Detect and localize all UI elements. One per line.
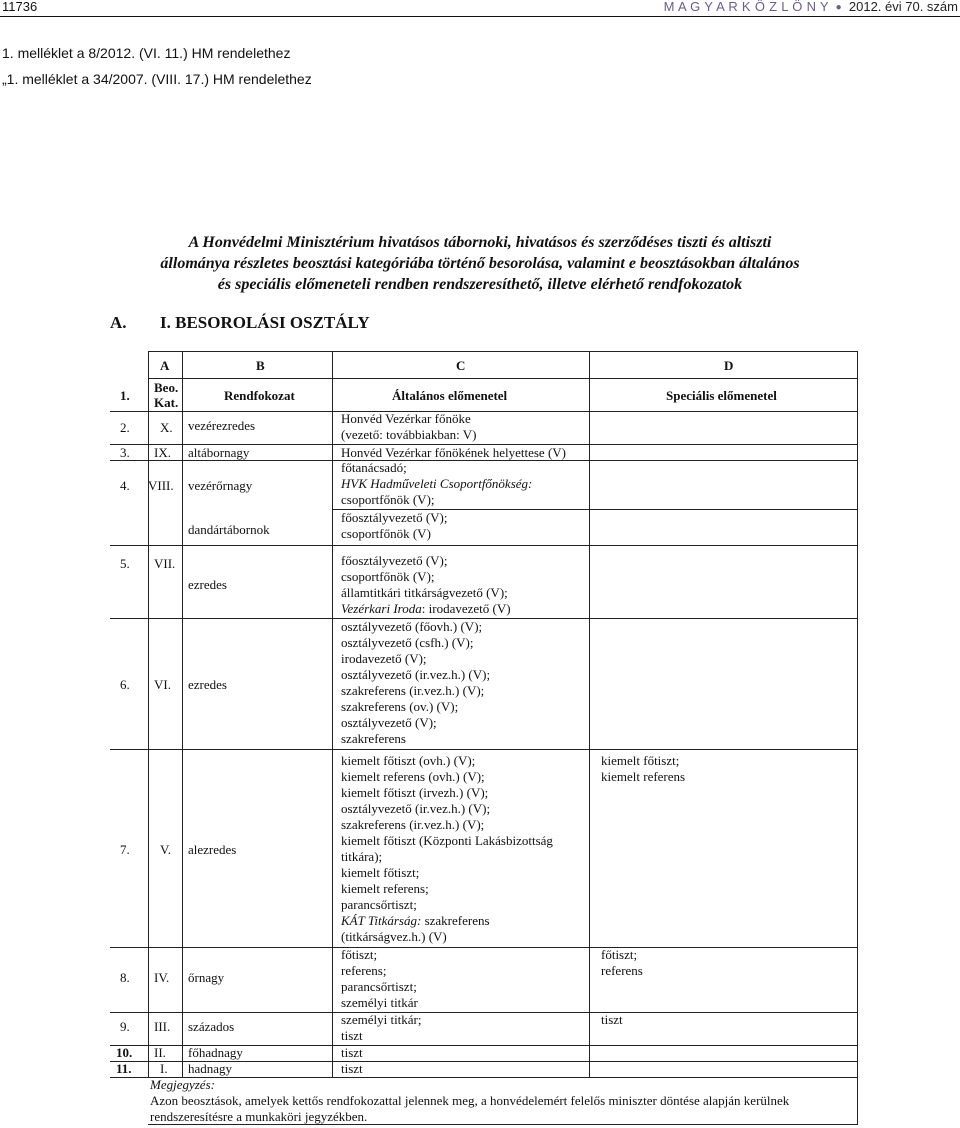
grid-line: [857, 351, 858, 1125]
document-title: [62, 232, 898, 295]
grid-line: [148, 351, 858, 352]
general-line: személyi titkár: [341, 995, 418, 1010]
general-line: (titkárságvez.h.) (V): [341, 929, 447, 944]
title-line-2: állománya részletes beosztási kategóriába történő besorolása, valamint e beosztásokban általános: [160, 255, 800, 272]
general-line: kiemelt referens (ovh.) (V);: [341, 769, 485, 784]
title-line-1: A Honvédelmi Minisztérium hivatásos tábornoki, hivatásos és szerződéses tiszti és altiszti: [188, 234, 772, 251]
general-line: tiszt: [341, 1061, 363, 1076]
row-number: 4.: [120, 478, 130, 493]
category: V.: [160, 842, 171, 857]
category: IX.: [154, 445, 171, 460]
general-line: osztályvezető (V);: [341, 715, 437, 730]
grid-line: [148, 378, 858, 379]
row-number: 1.: [120, 388, 130, 403]
general-line: osztályvezető (csfh.) (V);: [341, 635, 474, 650]
general-line: referens;: [341, 963, 387, 978]
rank: ezredes: [188, 677, 227, 692]
header-kat: Kat.: [154, 395, 179, 410]
general-line: osztályvezető (ir.vez.h.) (V);: [341, 667, 491, 682]
annex-line-1: 1. melléklet a 8/2012. (VI. 11.) HM rendelethez: [2, 45, 291, 61]
category: X.: [160, 420, 173, 435]
unit-name: Vezérkari Iroda: [341, 601, 422, 616]
rank: ezredes: [188, 577, 227, 592]
general-line: [341, 913, 490, 929]
general-line: Honvéd Vezérkar főnökének helyettese (V): [341, 445, 566, 460]
general-line: államtitkári titkárságvezető (V);: [341, 585, 508, 600]
general-line: főosztályvezető (V);: [341, 510, 448, 525]
general-line: csoportfőnök (V);: [341, 569, 435, 584]
unit-role: : irodavezető (V): [421, 601, 511, 616]
rank: alezredes: [188, 842, 237, 857]
general-line: kiemelt főtiszt (Központi Lakásbizottság: [341, 833, 553, 848]
grid-line: [110, 1012, 858, 1013]
general-line: parancsőrtiszt;: [341, 897, 417, 912]
rank: vezérőrnagy: [188, 478, 253, 493]
grid-line: [110, 545, 858, 546]
bullet-icon: ●: [835, 2, 842, 13]
grid-line: [110, 749, 858, 750]
general-line: tiszt: [341, 1028, 363, 1043]
category: III.: [154, 1019, 171, 1034]
general-line: szakreferens (ir.vez.h.) (V);: [341, 683, 485, 698]
header-special: Speciális előmenetel: [666, 388, 777, 403]
note-text: rendszeresítésre a munkaköri jegyzékben.: [150, 1109, 368, 1124]
unit-role: szakreferens: [421, 913, 490, 928]
rank: hadnagy: [188, 1061, 233, 1076]
general-line: [341, 601, 511, 617]
special-line: főtiszt;: [601, 947, 638, 962]
rank: altábornagy: [188, 445, 250, 460]
row-number: 8.: [120, 970, 130, 985]
general-line: (vezető: továbbiakban: V): [341, 427, 477, 442]
category: II.: [154, 1045, 166, 1060]
general-line: kiemelt főtiszt (ovh.) (V);: [341, 753, 476, 768]
header-beo: Beo.: [154, 380, 179, 395]
row-number: 5.: [120, 556, 130, 571]
journal-name: M A G Y A R K Ö Z L Ö N Y: [663, 0, 829, 14]
general-line: Honvéd Vezérkar főnöke: [341, 411, 471, 426]
general-line: kiemelt referens;: [341, 881, 429, 896]
special-line: tiszt: [601, 1012, 623, 1027]
rank: főhadnagy: [188, 1045, 243, 1060]
page-header: [0, 0, 960, 14]
general-line: irodavezető (V);: [341, 651, 427, 666]
note-label: Megjegyzés:: [150, 1077, 215, 1092]
header-rank: Rendfokozat: [224, 388, 295, 403]
grid-line: [110, 1077, 858, 1078]
general-line: osztályvezető (főovh.) (V);: [341, 619, 483, 634]
row-number: 9.: [120, 1019, 130, 1034]
annex-line-2: „1. melléklet a 34/2007. (VIII. 17.) HM rendelethez: [2, 71, 312, 87]
row-number: 10.: [116, 1045, 133, 1060]
rank: őrnagy: [188, 970, 225, 985]
general-line: személyi titkár;: [341, 1012, 422, 1027]
section-title: I. BESOROLÁSI OSZTÁLY: [160, 313, 370, 332]
journal-masthead: [664, 0, 958, 14]
header-rule: [0, 16, 960, 17]
general-line: HVK Hadműveleti Csoportfőnökség:: [341, 476, 533, 491]
general-line: szakreferens (ir.vez.h.) (V);: [341, 817, 485, 832]
category: I.: [160, 1061, 168, 1076]
category: VI.: [154, 677, 171, 692]
grid-line: [110, 947, 858, 948]
category: IV.: [154, 970, 170, 985]
grid-line: [110, 411, 858, 412]
general-line: titkára);: [341, 849, 383, 864]
general-line: csoportfőnök (V);: [341, 492, 435, 507]
col-letter-c: C: [456, 358, 466, 373]
general-line: tiszt: [341, 1045, 363, 1060]
general-line: kiemelt főtiszt (irvezh.) (V);: [341, 785, 489, 800]
general-line: szakreferens (ov.) (V);: [341, 699, 459, 714]
category: VIII.: [148, 478, 174, 493]
col-letter-b: B: [256, 358, 265, 373]
col-letter-a: A: [160, 358, 170, 373]
general-line: kiemelt főtiszt;: [341, 865, 420, 880]
grid-line: [110, 618, 858, 619]
rank: dandártábornok: [188, 522, 270, 537]
row-number: 7.: [120, 842, 130, 857]
col-letter-d: D: [724, 358, 734, 373]
row-number: 3.: [120, 445, 130, 460]
unit-name: KÁT Titkárság:: [341, 913, 422, 928]
note-text: Azon beosztások, amelyek kettős rendfokozattal jelennek meg, a honvédelemért felelős miniszter döntése alapján kerülnek: [150, 1093, 790, 1108]
general-line: osztályvezető (ir.vez.h.) (V);: [341, 801, 491, 816]
general-line: főosztályvezető (V);: [341, 553, 448, 568]
category: VII.: [154, 556, 176, 571]
special-line: kiemelt referens: [601, 769, 686, 784]
row-number: 6.: [120, 677, 130, 692]
row-number: 11.: [116, 1061, 132, 1076]
row-number: 2.: [120, 420, 130, 435]
general-line: főtiszt;: [341, 947, 378, 962]
page-number: 11736: [2, 0, 38, 14]
issue-label: 2012. évi 70. szám: [848, 0, 958, 14]
general-line: csoportfőnök (V): [341, 526, 431, 541]
general-line: parancsőrtiszt;: [341, 979, 417, 994]
rank: vezérezredes: [188, 418, 256, 433]
header-general: Általános előmenetel: [392, 388, 508, 403]
title-line-3: és speciális előmeneteli rendben rendszeresíthető, illetve elérhető rendfokozatok: [217, 276, 743, 293]
rank: százados: [188, 1019, 235, 1034]
general-line: szakreferens: [341, 731, 406, 746]
general-line: főtanácsadó;: [341, 460, 407, 475]
section-letter: A.: [110, 313, 127, 332]
special-line: referens: [601, 963, 643, 978]
special-line: kiemelt főtiszt;: [601, 753, 680, 768]
